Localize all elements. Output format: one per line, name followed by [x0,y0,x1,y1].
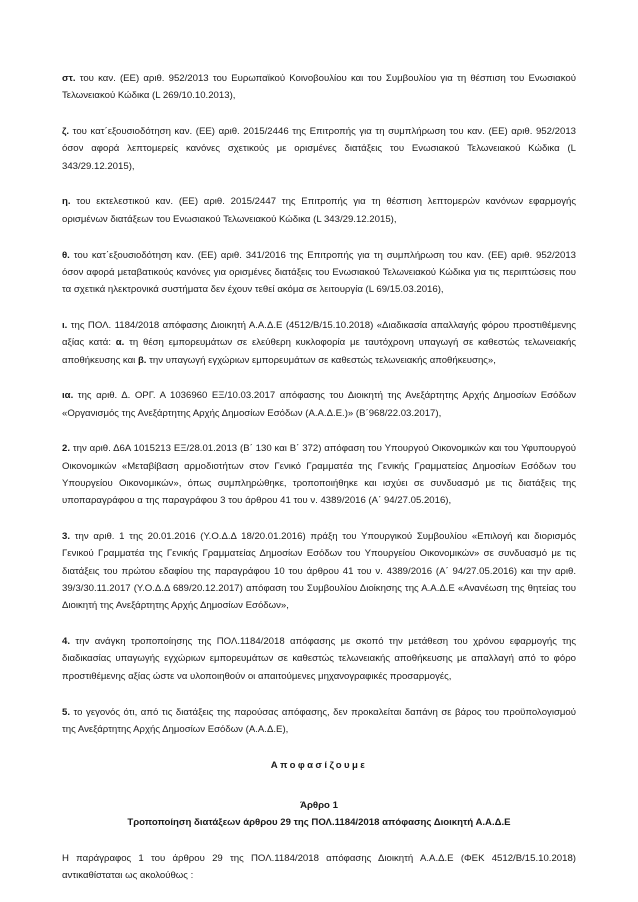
paragraph-text: του κατ΄εξουσιοδότηση καν. (ΕΕ) αριθ. 341/2016 της Επιτροπής για τη συμπλήρωση του καν. (ΕΕ) αριθ. 952/2013 όσον αφορά μεταβατικούς κανόνες για ορισμένες διατάξεις του Ενωσιακού Τελωνειακού Κώδικα για τις περιπτώσεις που τα σχετικά ηλεκτρονικά συστήματα δεν έχουν τεθεί ακόμα σε λειτουργία (L 69/15.03.2016), [62,249,576,296]
article-body: Η παράγραφος 1 του άρθρου 29 της ΠΟΛ.1184/2018 απόφασης Διοικητή Α.Α.Δ.Ε (ΦΕΚ 4512/Β/15.10.2018) αντικαθίσταται ως ακολούθως : [62,852,576,881]
paragraph-iota [62,317,576,369]
paragraph-z [62,123,576,175]
paragraph-ia [62,387,576,422]
paragraph-text: του εκτελεστικού καν. (ΕΕ) αριθ. 2015/2447 της Επιτροπής για τη θέσπιση λεπτομερών κανόνων εφαρμογής ορισμένων διατάξεων του Ενωσιακού Τελωνειακού Κώδικα (L 343/29.12.2015), [62,196,576,225]
paragraph-text: την αριθ. Δ6Α 1015213 ΕΞ/28.01.2013 (Β΄ 130 και Β΄ 372) απόφαση του Υπουργού Οικονομικών και του Υφυπουργού Οικονομικών «Μεταβίβαση αρμοδιοτήτων στον Γενικό Γραμματέα της Γενικής Γραμματείας Δημοσίων Εσόδων του Υπουργείου Οικονομικών», όπως συμπληρώθηκε, τροποποιήθηκε και ισχύει σε συνδυασμό με τις διατάξεις της υποπαραγράφου α της παραγράφου 3 του άρθρου 41 του ν. 4389/2016 (Α΄ 94/27.05.2016), [62,443,576,507]
paragraph-2 [62,440,576,509]
paragraph-5 [62,704,576,739]
paragraph-lead: η. [62,196,71,208]
paragraph-lead: ι. [62,319,68,331]
paragraph-text: του κατ΄εξουσιοδότηση καν. (ΕΕ) αριθ. 2015/2446 της Επιτροπής για τη συμπλήρωση του καν. (ΕΕ) αριθ. 952/2013 όσον αφορά λεπτομερείς κανόνες σχετικούς με ορισμένες διατάξεις του Ενωσιακού Τελωνειακού Κώδικα (L 343/29.12.2015), [62,126,576,172]
paragraph-text: της ΠΟΛ. 1184/2018 απόφασης Διοικητή Α.Α.Δ.Ε (4512/Β/15.10.2018) «Διαδικασία απαλλαγής φόρου προστιθέμενης αξίας κατά: [62,319,576,349]
inline-bold-b: β. [137,354,147,366]
paragraph-lead: 3. [62,531,71,543]
paragraph-text: την ανάγκη τροποποίησης της ΠΟΛ.1184/2018 απόφασης με σκοπό την μετάθεση του χρόνου εφαρμογής της διαδικασίας υπαγωγής εγχώριων εμπορευμάτων σε καθεστώς τελωνειακής αποθήκευσης με απαλλαγή από το φόρο προστιθέμενης αξίας ώστε να υλοποιηθούν οι απαιτούμενες μηχανογραφικές προσαρμογές, [62,636,576,682]
inline-bold-a: α. [115,337,125,349]
paragraph-3 [62,528,576,614]
paragraph-lead: 2. [62,443,71,455]
paragraph-text: το γεγονός ότι, από τις διατάξεις της παρούσας απόφασης, δεν προκαλείται δαπάνη σε βάρος του προϋπολογισμού της Ανεξάρτητης Αρχής Δημοσίων Εσόδων (Α.Α.Δ.Ε), [62,706,576,735]
paragraph-text: την υπαγωγή εγχώριων εμπορευμάτων σε καθεστώς τελωνειακής αποθήκευσης», [146,354,496,366]
paragraph-st [62,70,576,105]
paragraph-lead: στ. [62,73,76,84]
paragraph-lead: 5. [62,706,71,718]
paragraph-text: τη θέση εμπορευμάτων σε ελεύθερη κυκλοφορία με ταυτόχρονη υπαγωγή σε καθεστώς τελωνειακής αποθήκευσης και [62,337,576,366]
decision-heading: Αποφασίζουμε [270,759,368,771]
paragraph-th [62,247,576,299]
paragraph-lead: ια. [62,390,74,402]
article-number: Άρθρο 1 [300,799,338,811]
paragraph-i [62,193,576,228]
paragraph-text: της αριθ. Δ. ΟΡΓ. Α 1036960 ΕΞ/10.03.2017 απόφασης του Διοικητή της Ανεξάρτητης Αρχής Δημοσίων Εσόδων «Οργανισμός της Ανεξάρτητης Αρχής Δημοσίων Εσόδων (Α.Α.Δ.Ε.)» (Β΄968/22.03.2017), [62,390,576,419]
paragraph-lead: ζ. [62,126,70,138]
article-title: Τροποποίηση διατάξεων άρθρου 29 της ΠΟΛ.1184/2018 απόφασης Διοικητή Α.Α.Δ.Ε [127,817,511,829]
paragraph-4 [62,633,576,685]
paragraph-text: του καν. (ΕΕ) αριθ. 952/2013 του Ευρωπαϊκού Κοινοβουλίου και του Συμβουλίου για τη θέσπιση του Ενωσιακού Τελωνειακού Κώδικα (L 269/10.10.2013), [62,73,576,102]
paragraph-lead: 4. [62,636,71,648]
paragraph-text: την αριθ. 1 της 20.01.2016 (Υ.Ο.Δ.Δ 18/20.01.2016) πράξη του Υπουργικού Συμβουλίου «Επιλογή και διορισμός Γενικού Γραμματέα της Γενικής Γραμματείας Δημοσίων Εσόδων του Υπουργείου Οικονομικών» σε συνδυασμό με τις διατάξεις του πρώτου εδαφίου της παραγράφου 10 του άρθρου 41 του ν. 4389/2016 (Α΄ 94/27.05.2016) και την αριθ. 39/3/30.11.2017 (Υ.Ο.Δ.Δ 689/20.12.2017) απόφαση του Συμβουλίου Διοίκησης της Α.Α.Δ.Ε «Ανανέωση της θητείας του Διοικητή της Ανεξάρτητης Αρχής Δημοσίων Εσόδων», [62,531,576,612]
paragraph-lead: θ. [62,249,70,261]
